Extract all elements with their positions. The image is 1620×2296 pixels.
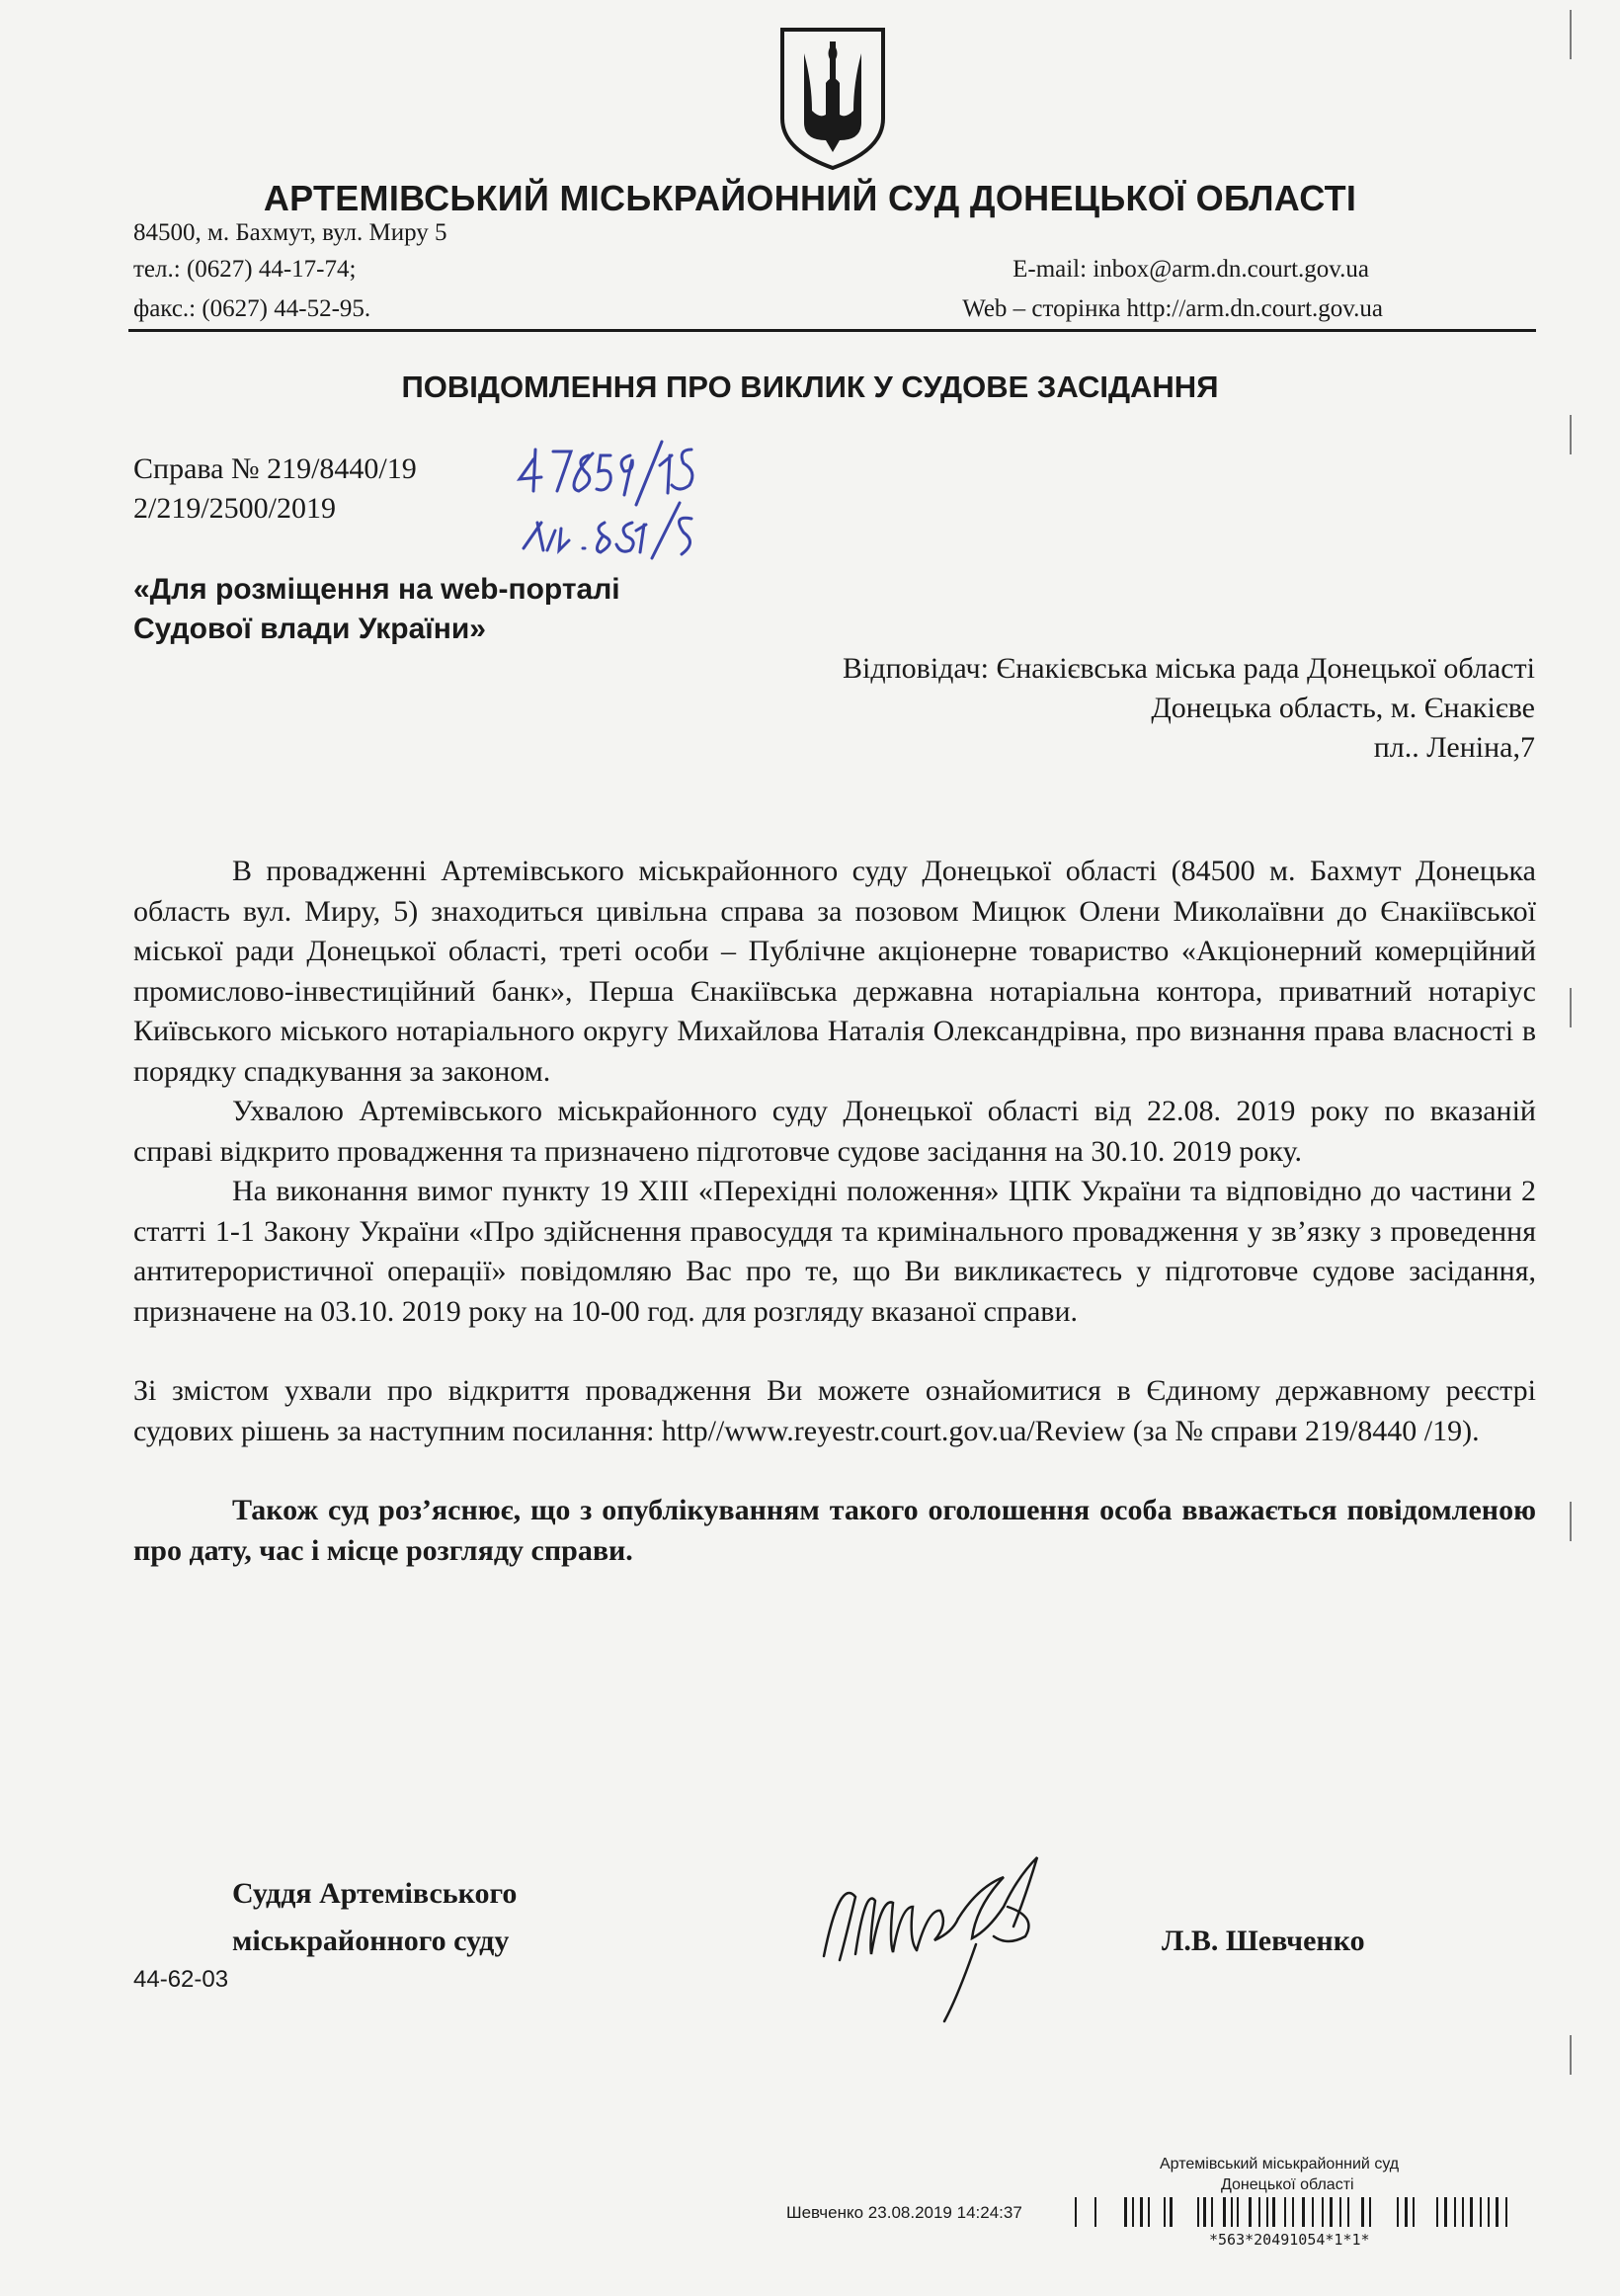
body-paragraph-ruling: Ухвалою Артемівського міськрайонного суду Донецької області від 22.08. 2019 року по вказаній справі відкрито провадження та призначено підготовче судове засідання на 30.10. 2019 року. xyxy=(133,1095,1536,1168)
court-fax: факс.: (0627) 44-52-95. xyxy=(133,295,371,322)
court-telephone: тел.: (0627) 44-17-74; xyxy=(133,256,357,283)
body-paragraph-registry: Зі змістом ухвали про відкриття провадження Ви можете ознайомитися в Єдиному державному реєстрі судових рішень за наступним посилання: http//www.reyestr.court.gov.ua/Review (за № справи 219/8440 /19). xyxy=(133,1374,1536,1447)
notice-body xyxy=(133,852,1536,1571)
court-address: 84500, м. Бахмут, вул. Миру 5 xyxy=(133,219,447,246)
proceeding-number: 2/219/2500/2019 xyxy=(133,492,337,525)
stamp-author-timestamp: Шевченко 23.08.2019 14:24:37 xyxy=(786,2203,1022,2222)
body-paragraph-proceeding: В провадженні Артемівського міськрайонного суду Донецької області (84500 м. Бахмут Донецька область вул. Миру, 5) знаходиться цивільна справа за позовом Мицюк Олени Миколаївни до Єнакіївської міської ради Донецької області, треті особи – Публічне акціонерне товариство «Акціонерний комерційний промислово-інвестиційний банк», Перша Єнакіївська державна нотаріальна контора, приватний нотаріус Київського міського нотаріального округу Михайлова Наталія Олександрівна, про визнання права власності в порядку спадкування за законом. xyxy=(133,855,1536,1088)
body-paragraph-clarification: Також суд роз’яснює, що з опублікуванням такого оголошення особа вважається повідомленою про дату, час і місце розгляду справи. xyxy=(133,1494,1536,1567)
notice-title: ПОВІДОМЛЕННЯ ПРО ВИКЛИК У СУДОВЕ ЗАСІДАННЯ xyxy=(401,369,1219,404)
portal-note-line1: «Для розміщення на web-порталі xyxy=(133,573,620,606)
court-email: E-mail: inbox@arm.dn.court.gov.ua xyxy=(1012,256,1369,283)
letterhead-divider xyxy=(128,329,1536,332)
respondent-line3: пл.. Леніна,7 xyxy=(1373,731,1535,764)
respondent-line1: Відповідач: Єнакієвська міська рада Донецької області xyxy=(842,652,1535,685)
respondent-line2: Донецька область, м. Єнакієве xyxy=(1151,692,1535,724)
court-website: Web – сторінка http://arm.dn.court.gov.ua xyxy=(962,295,1383,322)
portal-note-line2: Судової влади України» xyxy=(133,613,486,645)
court-name: АРТЕМІВСЬКИЙ МІСЬКРАЙОННИЙ СУД ДОНЕЦЬКОЇ ОБЛАСТІ xyxy=(263,178,1357,218)
judge-signature xyxy=(810,1838,1106,2025)
judge-title-line2: міськрайонного суду xyxy=(232,1925,510,1957)
judge-title-line1: Суддя Артемівського xyxy=(232,1877,518,1910)
scan-edge-artifact xyxy=(1561,0,1580,2296)
stamp-court-line1: Артемівський міськрайонний суд xyxy=(1160,2156,1400,2173)
barcode-text: *563*20491054*1*1* xyxy=(1209,2231,1370,2249)
coat-of-arms-icon xyxy=(774,24,891,172)
executor-phone: 44-62-03 xyxy=(133,1966,229,1993)
handwritten-registration-note xyxy=(514,420,751,563)
body-paragraph-summons: На виконання вимог пункту 19 XIII «Перехідні положення» ЦПК України та відповідно до частини 2 статті 1-1 Закону України «Про здійснення правосуддя та кримінального провадження у зв’язку з проведення антитерористичної операції» повідомляю Вас про те, що Ви викликаєтесь у підготовче судове засідання, призначене на 03.10. 2019 року на 10-00 год. для розгляду вказаної справи. xyxy=(133,1175,1536,1328)
judge-name: Л.В. Шевченко xyxy=(1162,1925,1365,1957)
stamp-court-line2: Донецької області xyxy=(1221,2176,1354,2193)
case-number: Справа № 219/8440/19 xyxy=(133,452,417,485)
document-barcode xyxy=(1075,2195,1529,2229)
